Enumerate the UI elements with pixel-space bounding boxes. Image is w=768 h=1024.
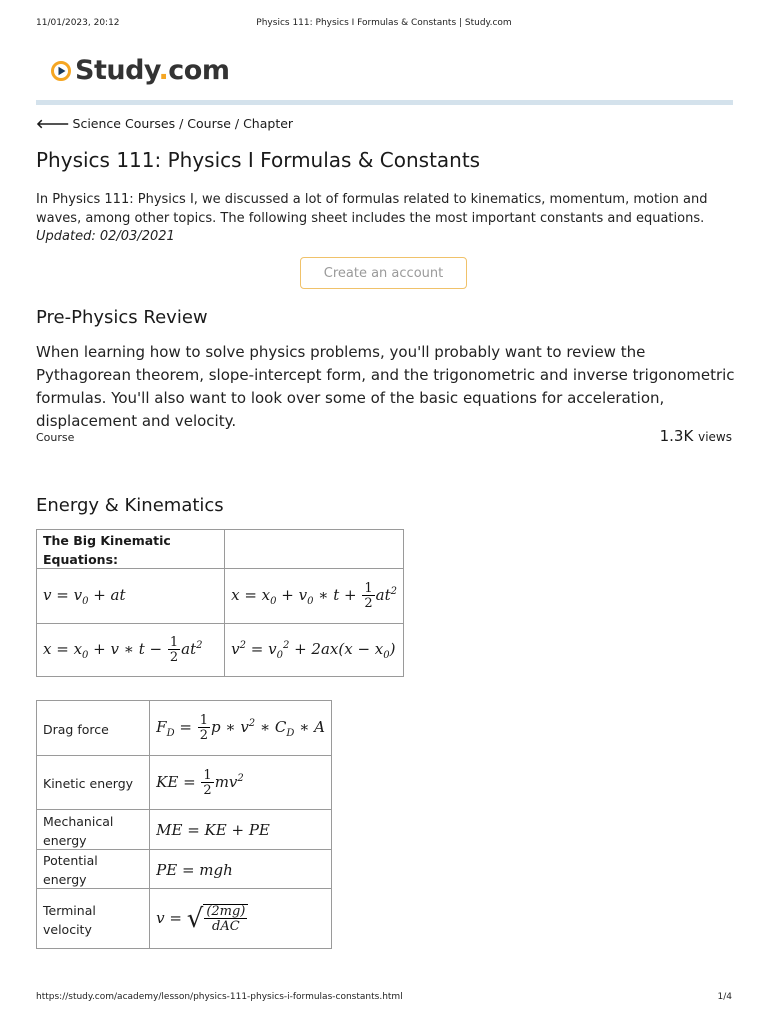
review-body: When learning how to solve physics problems, you'll probably want to review the Pythagorean theorem, slope-intercept form, and the trigonometric and inverse trigonometric formulas. You'll also want to look over some of the basic equations for acceleration, displacement and velocity. — [36, 343, 735, 430]
kinematic-table-header-empty — [225, 530, 404, 569]
formula-kinetic-energy: KE = $\frac{1}{2}$ $mv^2$ — [150, 756, 332, 810]
equation-position-final-velocity: $x = x_0 + v$ ∗ t − $\frac{1}{2}$ $at^2$ — [37, 624, 225, 677]
formula-label-drag: Drag force — [37, 701, 150, 756]
equation-velocity-squared: $v^2 = v_0^2 + 2ax(x - x_0)$ — [225, 624, 404, 677]
kinematic-equations-table — [36, 529, 404, 677]
equation-velocity: $v = v_0$ + at — [37, 569, 225, 624]
view-count: 1.3K views — [659, 427, 732, 445]
header-divider — [36, 100, 733, 105]
breadcrumb[interactable] — [36, 116, 293, 132]
breadcrumb-text[interactable]: Science Courses / Course / Chapter — [72, 116, 294, 131]
logo-wordmark: Study.com — [75, 55, 230, 86]
back-arrow-icon: 🡐 — [36, 116, 70, 131]
formula-label-terminal: Terminal velocity — [37, 889, 150, 949]
formula-label-kinetic: Kinetic energy — [37, 756, 150, 810]
formula-mechanical-energy: ME = KE + PE — [150, 810, 332, 850]
formula-potential-energy: PE = mgh — [150, 850, 332, 889]
page-title: Physics 111: Physics I Formulas & Constants — [36, 148, 481, 172]
equation-position: $x = x_0 + v_0$ ∗ t + $\frac{1}{2}$ $at^2$ — [225, 569, 404, 624]
print-url: https://study.com/academy/lesson/physics-111-physics-i-formulas-constants.html — [36, 992, 403, 1002]
formula-terminal-velocity: v = √ $\frac{(2mg)}{\text{dAC}}$ — [150, 889, 332, 949]
formula-label-mechanical: Mechanical energy — [37, 810, 150, 850]
formula-drag-force: $F_D$ = $\frac{1}{2}$ p ∗ $v^2$ ∗ $C_D$ ∗ A — [150, 701, 332, 756]
print-page-title: Physics 111: Physics I Formulas & Constants | Study.com — [256, 18, 512, 28]
content-type: Course — [36, 431, 75, 444]
print-page-number: 1/4 — [717, 992, 732, 1002]
section-heading-energy: Energy & Kinematics — [36, 495, 224, 516]
study-logo[interactable] — [50, 55, 230, 86]
formula-label-potential: Potential energy — [37, 850, 150, 889]
create-account-button[interactable]: Create an account — [300, 257, 467, 289]
print-datetime: 11/01/2023, 20:12 — [36, 18, 120, 28]
energy-formulas-table — [36, 700, 332, 949]
kinematic-table-header: The Big Kinematic Equations: — [37, 530, 225, 569]
updated-date: Updated: 02/03/2021 — [36, 229, 175, 244]
section-heading-review: Pre-Physics Review — [36, 307, 208, 328]
intro-text: In Physics 111: Physics I, we discussed a lot of formulas related to kinematics, momentum, motion and waves, among other topics. The following sheet includes the most important constants and equations. — [36, 192, 708, 226]
play-circle-icon — [50, 60, 72, 82]
